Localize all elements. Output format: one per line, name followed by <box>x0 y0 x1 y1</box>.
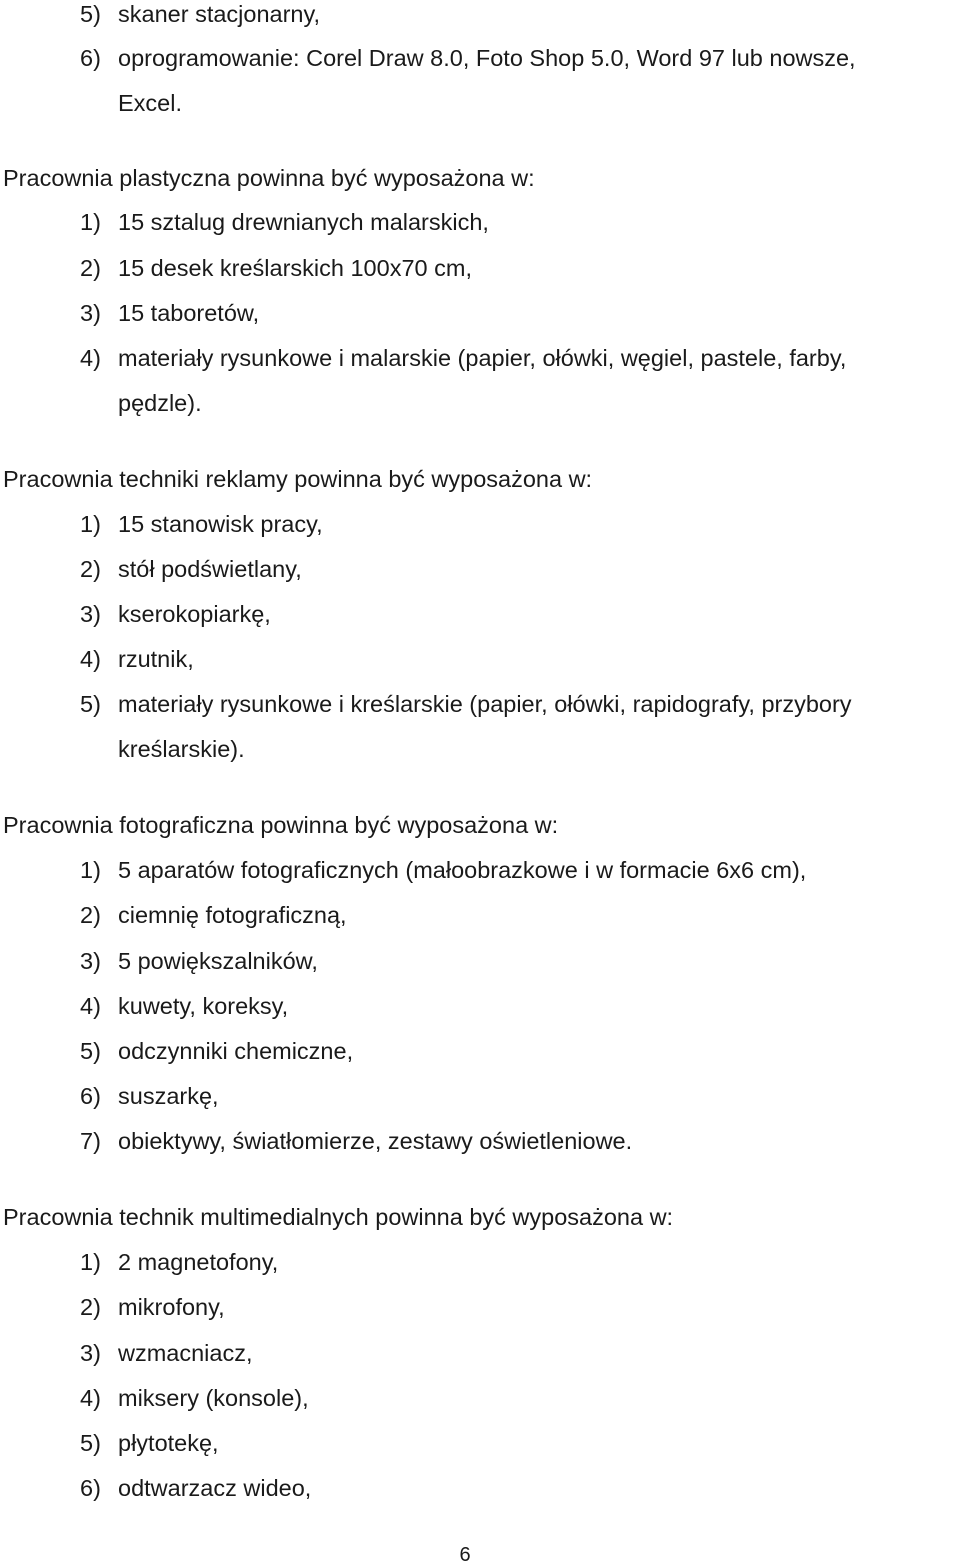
list-number: 6) <box>80 1475 101 1501</box>
list-item <box>80 344 846 372</box>
list-text: materiały rysunkowe i kreślarskie (papier, ołówki, rapidografy, przybory <box>118 691 852 717</box>
list-text: ciemnię fotograficzną, <box>118 902 347 928</box>
list-number: 7) <box>80 1128 101 1154</box>
list-number: 3) <box>80 1340 101 1366</box>
list-number: 4) <box>80 646 101 672</box>
list-item <box>80 1339 253 1367</box>
list-number: 1) <box>80 857 101 883</box>
list-item <box>80 1037 353 1065</box>
list-item <box>80 600 271 628</box>
list-text: mikrofony, <box>118 1294 225 1320</box>
list-item <box>80 510 323 538</box>
list-number: 3) <box>80 601 101 627</box>
list-item <box>80 690 852 718</box>
list-number: 3) <box>80 948 101 974</box>
list-item <box>80 299 259 327</box>
list-number: 5) <box>80 691 101 717</box>
list-number: 1) <box>80 511 101 537</box>
page-number: 6 <box>459 1544 471 1566</box>
list-text: 5 powiększalników, <box>118 948 318 974</box>
list-number: 2) <box>80 902 101 928</box>
list-item-continuation: pędzle). <box>118 390 202 416</box>
list-number: 5) <box>80 1430 101 1456</box>
list-item <box>80 901 347 929</box>
list-text: 5 aparatów fotograficznych (małoobrazkowe i w formacie 6x6 cm), <box>118 857 807 883</box>
list-number: 2) <box>80 255 101 281</box>
list-item <box>80 856 806 884</box>
list-number: 3) <box>80 300 101 326</box>
list-text: oprogramowanie: Corel Draw 8.0, Foto Shop 5.0, Word 97 lub nowsze, <box>118 45 856 71</box>
list-text: płytotekę, <box>118 1430 219 1456</box>
list-number: 4) <box>80 1385 101 1411</box>
list-text: materiały rysunkowe i malarskie (papier, ołówki, węgiel, pastele, farby, <box>118 345 847 371</box>
list-text: 15 desek kreślarskich 100x70 cm, <box>118 255 472 281</box>
list-item <box>80 1429 219 1457</box>
list-text: kuwety, koreksy, <box>118 993 289 1019</box>
list-item <box>80 208 489 236</box>
list-text: 15 taboretów, <box>118 300 260 326</box>
list-item <box>80 645 194 673</box>
list-item <box>80 1293 225 1321</box>
list-item-continuation: Excel. <box>118 90 182 116</box>
list-text: 2 magnetofony, <box>118 1249 279 1275</box>
list-item <box>80 254 472 282</box>
list-number: 4) <box>80 345 101 371</box>
list-item <box>80 1127 632 1155</box>
list-item <box>80 1248 278 1276</box>
list-text: stół podświetlany, <box>118 556 302 582</box>
list-number: 5) <box>80 1 101 27</box>
list-number: 2) <box>80 1294 101 1320</box>
section-heading: Pracownia plastyczna powinna być wyposażona w: <box>3 165 535 191</box>
list-number: 2) <box>80 556 101 582</box>
list-item <box>80 1384 309 1412</box>
list-item <box>80 1474 311 1502</box>
list-text: 15 sztalug drewnianych malarskich, <box>118 209 489 235</box>
list-number: 1) <box>80 1249 101 1275</box>
list-number: 4) <box>80 993 101 1019</box>
list-text: wzmacniacz, <box>118 1340 253 1366</box>
list-item-continuation: kreślarskie). <box>118 736 245 762</box>
list-text: miksery (konsole), <box>118 1385 309 1411</box>
list-number: 5) <box>80 1038 101 1064</box>
section-heading: Pracownia fotograficzna powinna być wyposażona w: <box>3 812 559 838</box>
list-text: skaner stacjonarny, <box>118 1 321 27</box>
list-text: rzutnik, <box>118 646 194 672</box>
list-item <box>80 992 288 1020</box>
list-item <box>80 0 320 28</box>
section-heading: Pracownia techniki reklamy powinna być wyposażona w: <box>3 466 593 492</box>
list-item <box>80 947 318 975</box>
list-text: obiektywy, światłomierze, zestawy oświetleniowe. <box>118 1128 633 1154</box>
list-number: 6) <box>80 45 101 71</box>
list-item <box>80 555 302 583</box>
list-number: 6) <box>80 1083 101 1109</box>
list-text: suszarkę, <box>118 1083 219 1109</box>
list-item <box>80 44 856 72</box>
list-text: 15 stanowisk pracy, <box>118 511 323 537</box>
list-number: 1) <box>80 209 101 235</box>
list-item <box>80 1082 219 1110</box>
list-text: odtwarzacz wideo, <box>118 1475 312 1501</box>
list-text: kserokopiarkę, <box>118 601 271 627</box>
section-heading: Pracownia technik multimedialnych powinna być wyposażona w: <box>3 1204 674 1230</box>
list-text: odczynniki chemiczne, <box>118 1038 354 1064</box>
